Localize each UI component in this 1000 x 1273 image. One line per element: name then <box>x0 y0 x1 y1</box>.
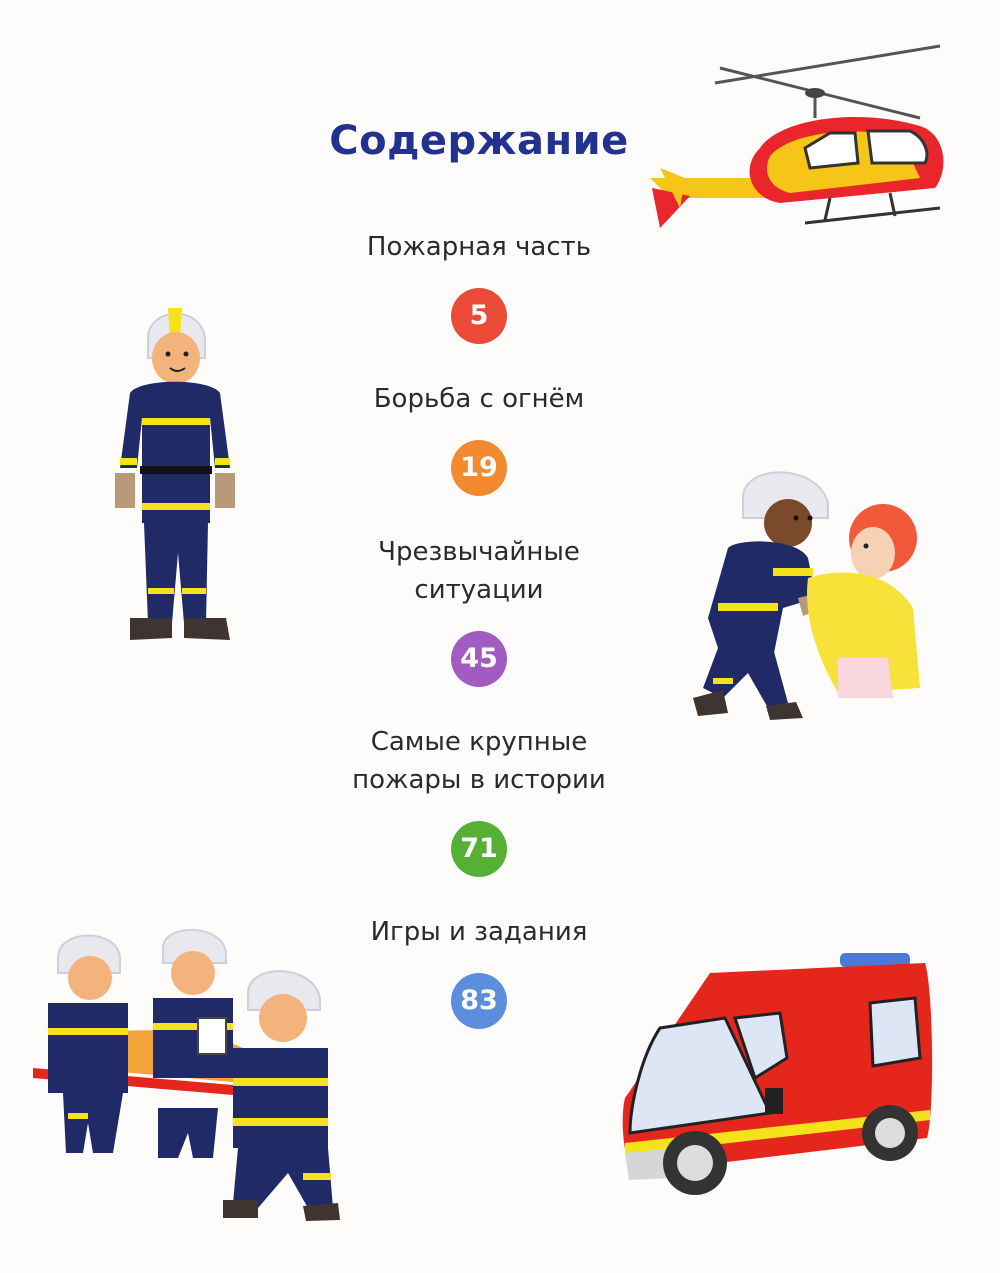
firefighter-standing-illustration <box>100 298 250 653</box>
page-title: Содержание <box>329 118 629 164</box>
page-number-badge: 19 <box>451 440 507 496</box>
firefighter-helping-girl-illustration <box>688 458 928 720</box>
helicopter-illustration <box>640 38 960 238</box>
toc-entry-emergencies[interactable] <box>279 533 679 687</box>
toc-entry-label: Игры и задания <box>370 917 588 947</box>
toc-entry-label: Чрезвычайные ситуации <box>378 537 580 605</box>
page-number-badge: 83 <box>451 973 507 1029</box>
toc-entry-label: Борьба с огнём <box>373 384 585 414</box>
toc-entry-label: Самые крупные пожары в истории <box>352 727 606 795</box>
page-number-badge: 45 <box>451 631 507 687</box>
page-number-badge: 5 <box>451 288 507 344</box>
toc-entry-fire-station[interactable] <box>279 228 679 344</box>
fire-ambulance-illustration <box>615 948 945 1210</box>
toc-entry-largest-fires[interactable] <box>279 723 679 877</box>
toc-entry-firefighting[interactable] <box>279 380 679 496</box>
toc-entry-label: Пожарная часть <box>366 232 592 262</box>
page-number-badge: 71 <box>451 821 507 877</box>
stretcher-rescue-illustration <box>28 918 348 1223</box>
